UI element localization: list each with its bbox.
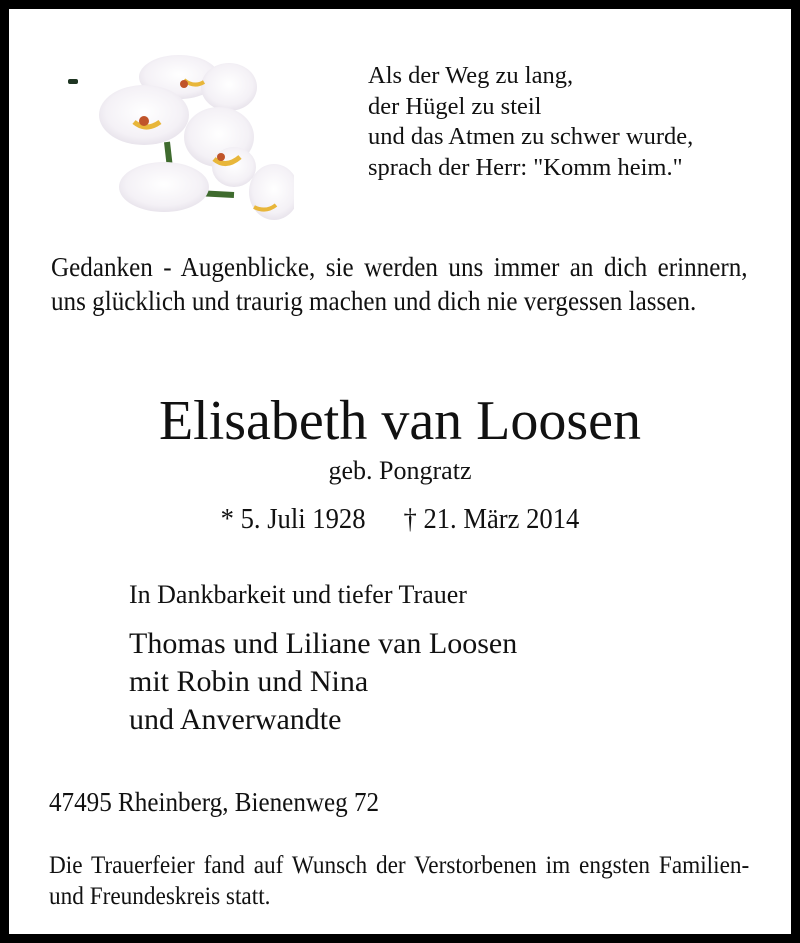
birth-date: * 5. Juli 1928: [220, 504, 366, 535]
poem-line: der Hügel zu steil: [368, 92, 542, 120]
deceased-name: Elisabeth van Loosen: [158, 390, 642, 452]
poem-line: sprach der Herr: "Komm heim.": [368, 153, 683, 181]
mourners-intro: In Dankbarkeit und tiefer Trauer: [129, 580, 467, 609]
maiden-name: geb. Pongratz: [328, 456, 472, 485]
mourner-line: Thomas und Liliane van Loosen: [129, 627, 518, 660]
white-orchid-icon: [59, 37, 294, 227]
death-date: † 21. März 2014: [403, 504, 580, 535]
life-dates: [29, 503, 772, 537]
mourner-line: mit Robin und Nina: [129, 665, 369, 698]
poem-line: und das Atmen zu schwer wurde,: [368, 123, 694, 150]
poem: [368, 61, 693, 183]
mourners-list: [129, 625, 517, 739]
obituary-page: [9, 9, 791, 934]
mourner-line: und Anverwandte: [129, 703, 342, 736]
intro-text: Gedanken - Augenblicke, sie werden uns immer an dich erinnern, uns glücklich und traurig machen und dich nie vergessen lassen.: [51, 252, 748, 316]
funeral-notice: Die Trauerfeier fand auf Wunsch der Verstorbenen im engsten Familien- und Freundeskreis statt.: [49, 852, 750, 910]
address: 47495 Rheinberg, Bienenweg 72: [49, 787, 380, 817]
poem-line: Als der Weg zu lang,: [368, 62, 574, 89]
